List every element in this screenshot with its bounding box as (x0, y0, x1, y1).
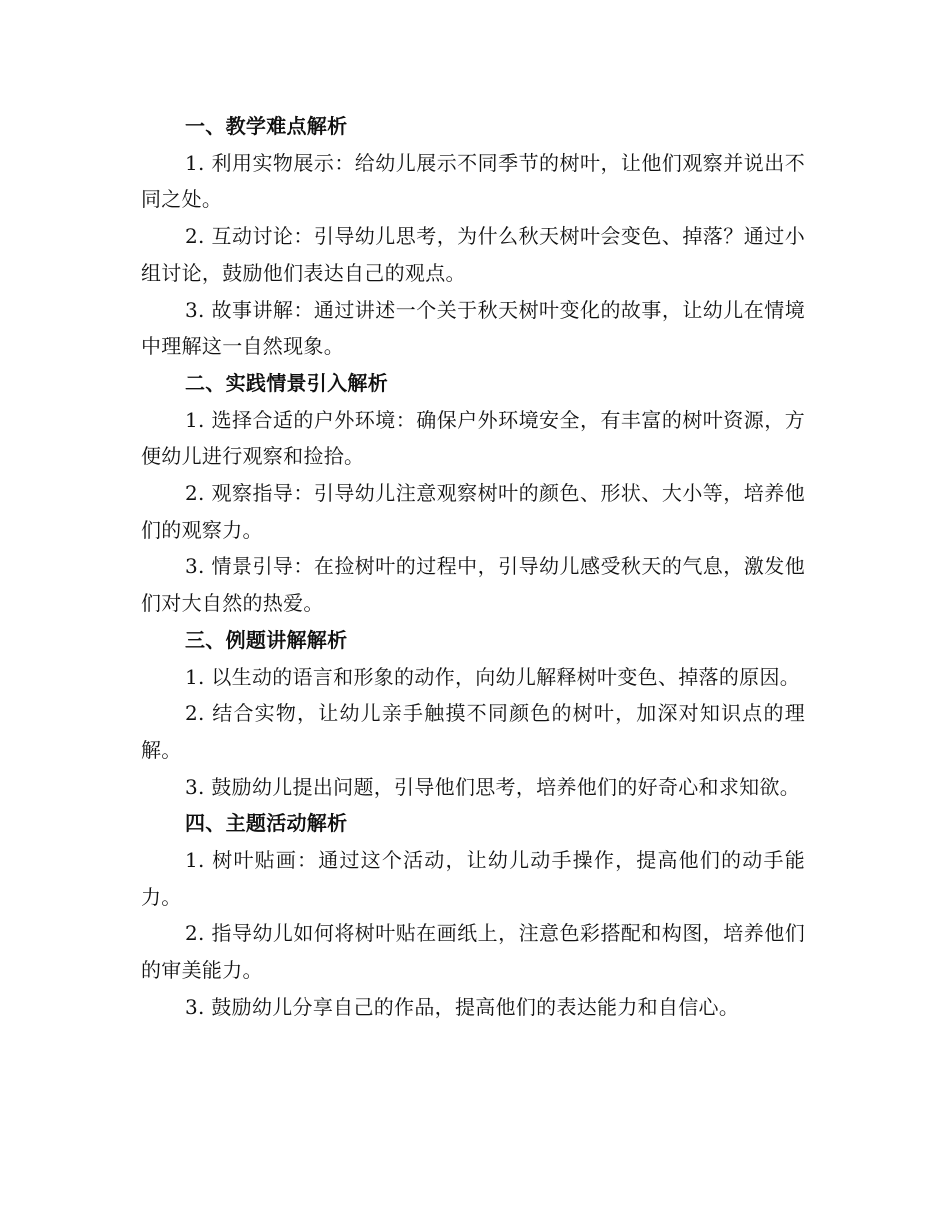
list-item: 2. 指导幼儿如何将树叶贴在画纸上，注意色彩搭配和构图，培养他们的审美能力。 (141, 921, 805, 983)
section-heading: 四、主题活动解析 (185, 811, 348, 836)
section-practice-scenario (141, 365, 805, 622)
list-item: 3. 鼓励幼儿提出问题，引导他们思考，培养他们的好奇心和求知欲。 (185, 774, 801, 799)
list-item: 2. 互动讨论：引导幼儿思考，为什么秋天树叶会变色、掉落？通过小组讨论，鼓励他们表达自己的观点。 (141, 224, 805, 285)
list-item: 3. 鼓励幼儿分享自己的作品，提高他们的表达能力和自信心。 (185, 994, 740, 1019)
list-item: 2. 观察指导：引导幼儿注意观察树叶的颜色、形状、大小等，培养他们的观察力。 (141, 481, 805, 542)
section-heading: 一、教学难点解析 (185, 114, 348, 138)
list-item: 1. 利用实物展示：给幼儿展示不同季节的树叶，让他们观察并说出不同之处。 (141, 150, 805, 212)
section-example-explanation (141, 622, 805, 806)
list-item: 1. 以生动的语言和形象的动作，向幼儿解释树叶变色、掉落的原因。 (185, 664, 801, 689)
document-page (141, 108, 805, 1026)
section-theme-activity (141, 805, 805, 1025)
list-item: 1. 选择合适的户外环境：确保户外环境安全，有丰富的树叶资源，方便幼儿进行观察和捡拾。 (141, 407, 805, 469)
list-item: 2. 结合实物，让幼儿亲手触摸不同颜色的树叶，加深对知识点的理解。 (141, 701, 805, 762)
section-heading: 二、实践情景引入解析 (185, 370, 388, 395)
list-item: 3. 故事讲解：通过讲述一个关于秋天树叶变化的故事，让幼儿在情境中理解这一自然现象。 (141, 297, 805, 359)
section-teaching-difficulties (141, 108, 805, 365)
list-item: 3. 情景引导：在捡树叶的过程中，引导幼儿感受秋天的气息，激发他们对大自然的热爱。 (141, 554, 805, 616)
list-item: 1. 树叶贴画：通过这个活动，让幼儿动手操作，提高他们的动手能力。 (141, 848, 805, 909)
section-heading: 三、例题讲解解析 (185, 627, 348, 652)
